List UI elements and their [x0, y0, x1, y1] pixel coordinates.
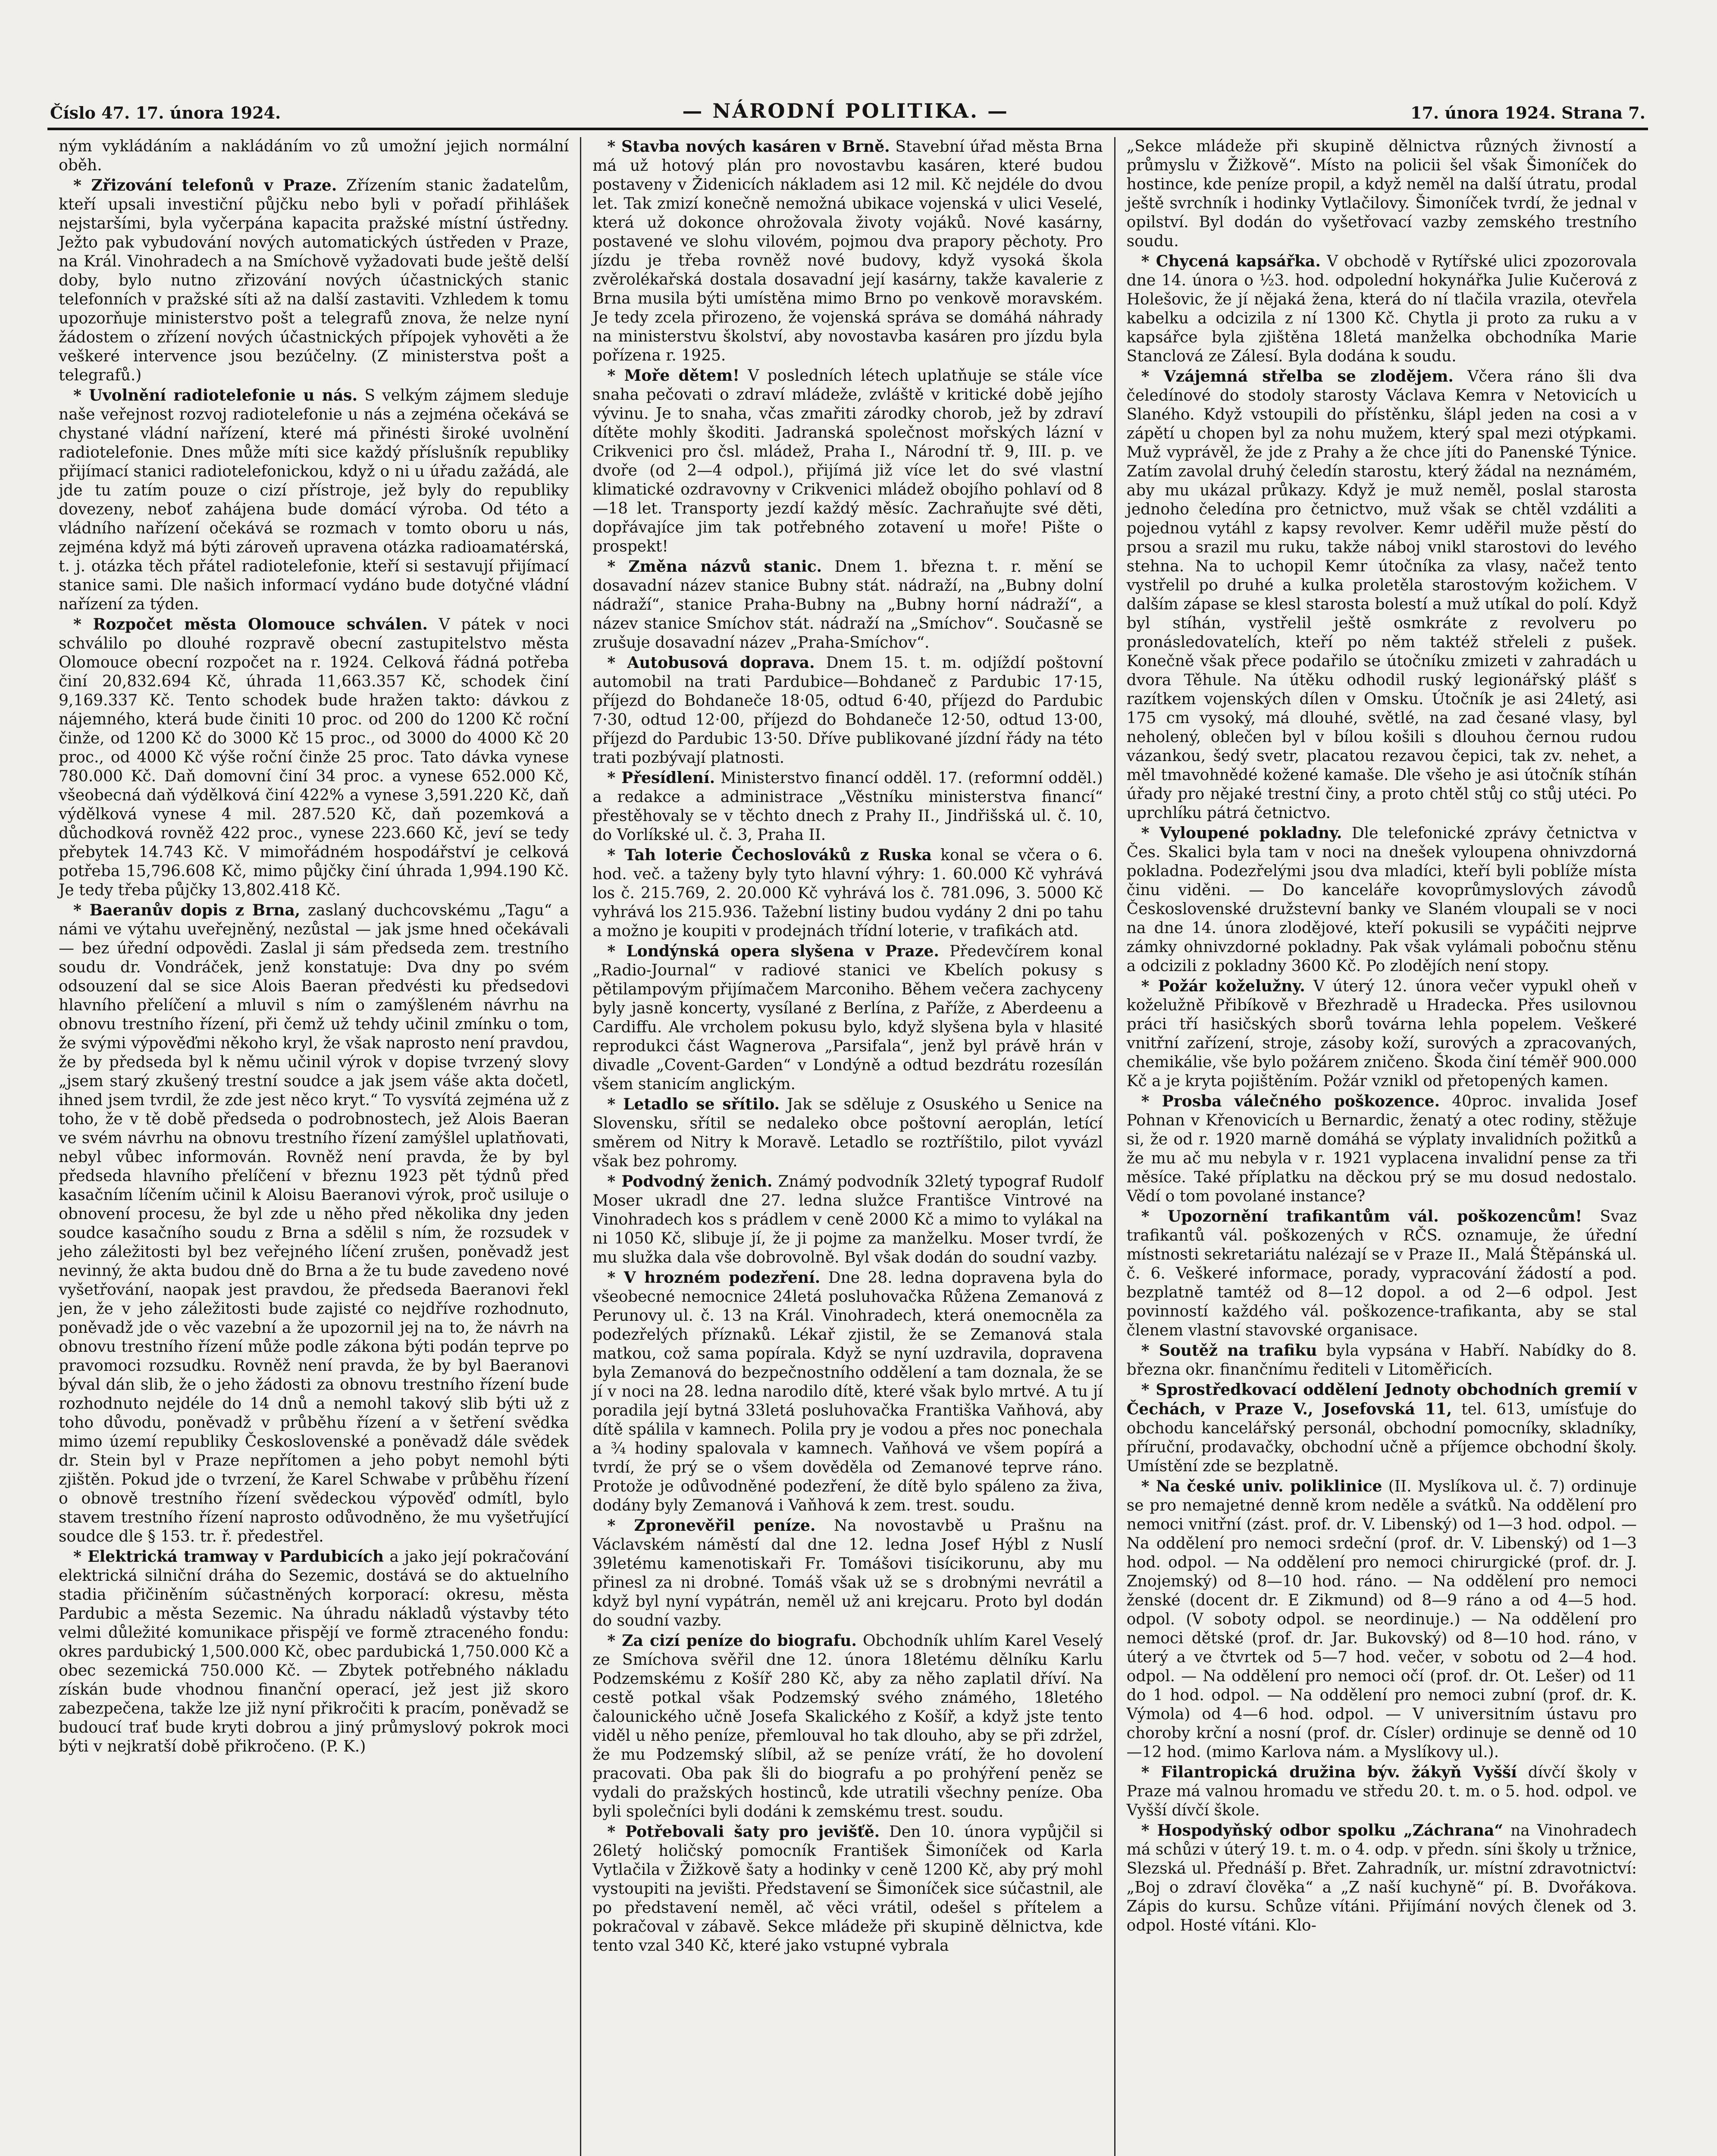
news-item [1127, 977, 1637, 1091]
news-item [592, 846, 1103, 941]
news-item [59, 386, 569, 614]
news-headline: * Filantropická družina býv. žákyň Vyšší [1141, 1763, 1517, 1781]
news-item [1127, 1341, 1637, 1379]
newspaper-title: — NÁRODNÍ POLITIKA. — [682, 99, 1009, 122]
news-item [592, 1268, 1103, 1515]
news-item [1127, 824, 1637, 976]
news-text: V obchodě v Rytířské ulici zpozorovala dne 14. února o ½3. hod. odpolední hokynářka Julie Kučerová z Holešovic, že jí nějaká žena, která do ní tlačila vrazila, otevřela kabelku a odcizila z ní 1300 Kč. Chytla ji proto za ruku a v kapsářce byla zjištěna 18letá manželka obchodníka Marie Stanclová ze Zálesí. Byla dodána k soudu. [1126, 253, 1637, 365]
news-text: Stavební úřad města Brna má už hotový plán pro novostavbu kasáren, které budou postaveny v Židenicích nákladem asi 12 mil. Kč nejdéle do dvou let. Tak zmizí konečně nemožná ubikace vojenská v ulici Veselé, která už dokonce ohrožovala životy vojáků. Nové kasárny, postavené ve slohu vilovém, pojmou dva prapory pěchoty. Pro jízdu je třeba rovněž nové budovy, když vysoká škola zvěrolékařská dostala dosavadní její kasárny, takže kavalerie z Brna musila býti umístěna mimo Brno po venkově moravském. Je tedy zcela přirozeno, že vojenská správa se domáhá náhrady na ministerstvu školství, aby novostavba kasáren pro jízdu byla pořízena r. 1925. [592, 138, 1103, 364]
column-2 [581, 137, 1115, 2156]
news-text: Dnem 1. března t. r. mění se dosavadní název stanice Bubny stát. nádraží, na „Bubny dolní nádraží“, stanice Praha-Bubny na „Bubny horní nádraží“, a název stanice Smíchov stát. nádraží na „Smíchov“. Současně se zrušuje dosavadní název „Praha-Smíchov“. [592, 558, 1103, 652]
news-headline: * Potřebovali šaty pro jevišťě. [607, 1823, 880, 1841]
news-text: (II. Myslíkova ul. č. 7) ordinuje se pro nemajetné denně krom neděle a svátků. Na oddělení pro nemoci vnitřní (zást. prof. dr. V. Libenský) od 1—3 hod. odpol. — Na oddělení pro nemoci srdeční (prof. dr. V. Libenský) od 1—3 hod. odpol. — Na oddělení pro nemoci chirurgické (prof. dr. J. Znojemský) od 8—10 hod. ráno. — Na oddělení pro nemoci ženské (docent dr. E Zikmund) od 8—9 ráno a od 4—5 hod. odpol. (V soboty odpol. se neordinuje.) — Na oddělení pro nemoci dětské (prof. dr. Jar. Bukovský) od 8—10 hod. ráno, v úterý a ve čtvrtek od 5—7 hod. večer, v sobotu od 2—4 hod. odpol. — Na oddělení pro nemoci očí (prof. dr. Ot. Lešer) od 11 do 1 hod. odpol. — Na oddělení pro nemoci zubní (prof. dr. K. Výmola) od 4—6 hod. odpol. — V universitním ústavu pro choroby krční a nosní (prof. dr. Císler) ordinuje se denně od 10—12 hod. (mimo Karlova nám. a Myslíkovy ul.). [1126, 1478, 1637, 1761]
news-text: „Sekce mládeže při skupině dělnictva různých živností a průmyslu v Žižkově“. Místo na policii šel však Šimoníček do hostince, kde peníze propil, a když neměl na další útratu, prodal ještě svrchník i hodinky Vytlačilovy. Šimoníček tvrdí, že jednal v opilství. Byl dodán do vyšetřovací vazby zemského trestního soudu. [1126, 138, 1637, 250]
news-headline: * Elektrická tramway v Pardubicích [73, 1548, 384, 1566]
news-item [592, 557, 1103, 652]
news-headline: * Londýnská opera slyšena v Praze. [607, 942, 939, 960]
news-headline: * Zpronevěřil peníze. [607, 1517, 816, 1535]
news-item [592, 1516, 1103, 1630]
news-headline: * Uvolnění radiotelefonie u nás. [73, 386, 358, 404]
news-item [592, 1822, 1103, 1955]
news-text: 40proc. invalida Josef Pohnan v Křenovicích u Bernardic, ženatý a otec rodiny, stěžuje si, že od r. 1920 marně domáhá se výplaty invalidních požitků a že mu ač mu nebyla v r. 1921 vyplacena invalidní pense za tři měsíce. Také příplatku na děckou prý se mu dosud nedostalo. Vědí o tom povolané instance? [1126, 1093, 1637, 1205]
news-item [1127, 1380, 1637, 1476]
news-headline: * Přesídlení. [607, 769, 715, 787]
news-item [59, 901, 569, 1546]
news-text: Jak se sděluje z Osuského u Senice na Slovensku, sřítil se nedaleko obce poštovní aeroplán, letící směrem od Nitry k Moravě. Letadlo se roztříštilo, pilot vyvázl však bez pohromy. [592, 1096, 1103, 1170]
news-item [592, 768, 1103, 845]
news-item [592, 942, 1103, 1094]
news-item [1127, 252, 1637, 366]
news-headline: * Prosba válečného poškozence. [1141, 1092, 1440, 1110]
news-item [59, 615, 569, 900]
news-headline: * Zřizování telefonů v Praze. [73, 176, 337, 194]
issue-number-date: Číslo 47. 17. února 1924. [50, 103, 281, 122]
news-item [592, 1631, 1103, 1821]
news-item [59, 1547, 569, 1756]
news-text: Předevčírem konal „Radio-Journal“ v radiové stanici ve Kbelích pokusy s pětilampovým přijímačem Marconiho. Během večera zachyceny byly jasně koncerty, vysílané z Berlína, z Paříže, z Aberdeenu a Cardiffu. Ale vrcholem pokusu bylo, když slyšena byla v hlasité reprodukci část Wagnerova „Parsifala“, jenž byl právě hrán v divadle „Covent-Garden“ v Londýně a odtud bezdrátu rozesílán všem stanicím anglickým. [592, 943, 1103, 1093]
news-headline: * Změna názvů stanic. [607, 558, 822, 576]
news-item [1127, 137, 1637, 251]
news-headline: * Rozpočet města Olomouce schválen. [73, 615, 428, 633]
news-headline: * Tah loterie Čechoslováků z Ruska [607, 846, 932, 864]
news-headline: * Za cizí peníze do biografu. [607, 1632, 857, 1650]
news-item [592, 1095, 1103, 1171]
news-item [592, 137, 1103, 365]
news-text: S velkým zájmem sleduje naše veřejnost rozvoj radiotelefonie u nás a zejména očekává se chystané vládní nařízení, které má přinésti široké uvolnění radiotelefonie. Dnes může míti sice každý příslušník republiky přijímací stanici radiotelefonickou, když o ni u úřadu zažádá, ale jde tu zatím pouze o cizí přístroje, jež byly do republiky dovezeny, neboť zahájena bude domácí výroba. Od této a vládního nařízení očekává se rozmach v tomto oboru u nás, zejména když má býti zároveň upravena otázka radioamatérská, t. j. otázka těch přátel radiotelefonie, kteří si sestavují přijímací stanice sami. Dle našich informací vydáno bude dotyčné vládní nařízení za týden. [59, 387, 569, 613]
news-text: Známý podvodník 32letý typograf Rudolf Moser ukradl dne 27. ledna služce Františce Vintrové na Vinohradech kos s prádlem v ceně 2000 Kč a mimo to vylákal na ni 1050 Kč, slibuje jí, že ji pojme za manželku. Moser tvrdí, že mu služka dala vše dobrovolně. Byl však dodán do soudní vazby. [592, 1173, 1103, 1266]
news-text: dívčí školy v Praze má valnou hromadu ve středu 20. t. m. o 5. hod. odpol. ve Vyšší dívčí škole. [1126, 1764, 1637, 1819]
news-headline: * Na české univ. poliklinice [1141, 1477, 1382, 1495]
column-3 [1115, 137, 1648, 2156]
news-item [59, 137, 569, 175]
news-headline: * Hospodyňský odbor spolku „Záchrana“ [1141, 1821, 1504, 1839]
date-page-number: 17. února 1924. Strana 7. [1410, 103, 1645, 122]
news-text: Svaz trafikantů vál. poškozených v RČS. oznamuje, že úřední místnosti sekretariátu nalézají se v Praze II., Malá Štěpánská ul. č. 6. Veškeré informace, porady, vypracování žádostí a pod. bezplatně tamtéž od 8—12 dopol. a od 2—6 odpol. Jest povinností každého vál. poškozence-trafikanta, aby se stal členem vlastní stavovské organisace. [1126, 1208, 1637, 1339]
news-text: Včera ráno šli dva čeledínové do stodoly starosty Václava Kemra v Netovicích u Slaného. Když vstoupili do přístěnku, šlápl jeden na cosi a v zápětí u chopen byl za nohu mužem, který spal mezi otýpkami. Muž vyprávěl, že jde z Prahy a že chce jíti do Panenské Týnice. Zatím zavolal druhý čeledín starostu, který žádal na neznámém, aby mu ukázal průkazy. Když je muž neměl, poslal starosta jednoho čeledína pro četnictvo, muž však se chtěl vzdáliti a pojednou vytáhl z kapsy revolver. Kemr uděřil muže pěstí do prsou a srazil mu ruku, takže náboj vnikl starostovi do levého stehna. Na to uchopil Kemr útočníka za vlasy, načež tento vystřelil po druhé a kulka proletěla starostovým kožichem. V dalším zápase se klesl starosta bolestí a muž utíkal do polí. Když byl stíhán, vystřelil ještě osmkráte z revolveru po pronásledovatelích, kteří po něm taktéž střeleli z pušek. Konečně však přece podařilo se útočníku zmizeti v zahradách u dvora Těhule. Na útěku odhodil ruský legionářský plášť s razítkem vojenských dílen v Omsku. Útočník je asi 24letý, asi 175 cm vysoký, má dlouhé, světlé, na zad česané vlasy, byl neholený, oblečen byl v bílou košili s dlouhou černou rudou vázankou, šedý svetr, placatou rezavou čepici, tak zv. nehet, a měl tmavohnědé kožené kamaše. Dle všeho je asi útočník stíhán úřady pro nějaké trestní činy, a proto chtěl stůj co stůj utéci. Po uprchlíku pátrá četnictvo. [1126, 368, 1637, 822]
news-text: Dle telefonické zprávy četnictva v Čes. Skalici byla tam v noci na dnešek vyloupena ohnivzdorná pokladna. Podezřelými jsou dva mladíci, kteří byli poblíže místa činu viděni. — Do kanceláře kovoprůmyslových závodů Československé družstevní banky ve Slaném vloupali se v noci na dne 14. února zlodějové, kteří pokusili se vypáčiti nejprve zámky ohnivzdorné pokladny. Pak však vylámali pobočnu stěnu a odcizili z pokladny 3600 Kč. Po zlodějích není stopy. [1126, 824, 1637, 975]
news-text: Den 10. února vypůjčil si 26letý holičský pomocník František Šimoníček od Karla Vytlačila v Žižkově šaty a hodinky v ceně 1200 Kč, aby prý mohl vystoupiti na jevišti. Představení se Šimoníček sice súčastnil, ale po představení neměl, ač věci vrátil, odešel s přítelem a pokračoval v zábavě. Sekce mládeže při skupině dělnictva, kde tento vzal 340 Kč, které jako vstupné vybrala [592, 1823, 1103, 1955]
news-headline: * Požár koželužny. [1141, 977, 1305, 995]
article-columns [47, 137, 1648, 2156]
news-headline: * Autobusová doprava. [607, 654, 815, 672]
news-text: V posledních létech uplatňuje se stále více snaha pečovati o zdraví mládeže, zvláště v kritické době jejího vývinu. Je to snaha, včas zmařiti zárodky chorob, jež by zdraví dítěte mohly škoditi. Jadranská společnost mořských lázní v Crikvenici pro čsl. mládež, Praha I., Národní tř. 9, III. p. ve dvoře (od 2—4 odpol.), přijímá již více let do své vlastní klimatické ozdravovny v Crikvenici mládež obojího pohlaví od 8—18 let. Transporty jezdí každý měsíc. Zachraňujte své děti, dopřávajíce jim tak potřebného zotavení u moře! Pište o prospekt! [592, 367, 1103, 555]
news-text: byla vypsána v Habří. Nabídky do 8. března okr. finančnímu řediteli v Litoměřicích. [1126, 1342, 1637, 1379]
news-text: Obchodník uhlím Karel Veselý ze Smíchova svěřil dne 12. února 18letému dělníku Karlu Podzemskému z Košíř 280 Kč, aby za něho zaplatil dříví. Na cestě potkal však Podzemský svého známého, 18letého čalounického učně Josefa Skalického z Košíř, a když jste tento viděl u něho peníze, přemlouval ho tak dlouho, aby se při zdržel, že mu Podzemský slíbil, až se peníze vrátí, že ho dovolení pracovati. Oba pak šli do biografu a po prohýření peněz se vydali do pražských hostinců, kde utratili všechny peníze. Oba byli společníci byli dodáni k zemskému trest. soudu. [592, 1632, 1103, 1821]
news-headline: * Upozornění trafikantům vál. poškozencům! [1141, 1207, 1582, 1225]
news-item [1127, 367, 1637, 823]
news-text: Zřízením stanic žadatelům, kteří upsali investiční půjčku nebo byli v pořadí přihlášek nejstaršími, byla vyčerpána kapacita pražské místní ústředny. Ježto pak vybudování nových automatických ústředen v Praze, na Král. Vinohradech a na Smíchově vyžadovati bude ještě delší doby, bylo nutno zřizování nových účastnických stanic telefonních v pražské síti až na další zastaviti. Vzhledem k tomu upozorňuje ministerstvo pošt a telegrafů znova, že nelze nyní žádostem o zřízení nových účastnických přípojek vyhověti a že veškeré intervence jsou bezúčelny. (Z ministerstva pošt a telegrafů.) [59, 177, 569, 384]
news-item [1127, 1207, 1637, 1340]
news-headline: * Vyloupené pokladny. [1141, 824, 1342, 842]
news-headline: * Stavba nových kasáren v Brně. [607, 138, 890, 156]
news-headline: * Letadlo se sřítilo. [607, 1095, 780, 1113]
news-text: zaslaný duchcovskému „Tagu“ a námi ve výtahu uveřejněný, nezůstal — jak jsme hned očekávali — bez úřední odpovědi. Zaslal ji sám předseda zem. trestního soudu dr. Vondráček, jenž konstatuje: Dva dny po svém odsouzení dal se sice Alois Baeran předvésti ku předsedovi hlavního přelíčení a mluvil s ním o zamýšleném návrhu na obnovu trestního řízení, při čemž už tehdy učinil zmínku o tom, že svými výpověďmi někoho kryl, že však naprosto není pravdou, že by předseda byl k němu učinil výrok v dopise tvrzený slovy „jsem starý zkušený trestní soudce a jak jsem váše akta dočetl, ihned jsem tvrdil, že zde jest něco kryt.“ To vysvítá zejména už z toho, že v tě době předseda o podrobnostech, jež Alois Baeran ve svém návrhu na obnovu trestního řízení zamýšlel uplatňovati, nebyl vůbec informován. Rovněž není pravda, že by byl předseda hlavního přelíčení v březnu 1923 pět týdnů před kasačním líčením učinil k Aloisu Baeranovi výrok, proč usiluje o obnovení procesu, že byl zde u něho před několika dny jeden soudce kasačního soudu z Brna a sdělil s ním, že rozsudek v jeho záležitosti byl bez veřejného líčení zrušen, poněvadž jest nevinný, že akta budou dně do Brna a že tu bude zavedeno nové vyšetřování, naopak jest pravdou, že předseda Baeranovi řekl jen, že v jeho záležitosti bude zajisté co nejdříve rozhodnuto, poněvadž jde o věc vazební a že upozornil jej na to, že návrh na obnovu trestního řízení může podle zákona býti podán teprve po pravomoci rozsudku. Rovněž není pravda, že by byl Baeranovi býval dán slib, že o jeho žádosti za obnovu trestního řízení bude rozhodnuto nejdéle do 14 dnů a nemohl takový slib býti už z toho důvodu, poněvadž v průběhu řízení a v šetření svědka mimo území republiky Československé a poněvadž dále svědek dr. Stein byl v Praze nepřítomen a jeho pobyt nemohl býti zjištěn. Pokud jde o tvrzení, že Karel Schwabe v průběhu řízení o obnově trestního řízení svědeckou výpověď odmítl, bylo stavem trestního řízení naprosto odůvodněno, že mu vyšetřující soudce dle § 153. tr. ř. předestřel. [59, 902, 569, 1545]
news-text: Na novostavbě u Prašnu na Václavském náměstí dal dne 12. ledna Josef Hýbl z Nuslí 39letému kamenotiskaři Fr. Tomášovi tisícikorunu, aby mu přinesl za ni drobné. Tomáš však už se s drobnými nevrátil a když byl nyní vypátrán, neměl už ani krejcaru. Proto byl dodán do soudní vazby. [592, 1517, 1103, 1630]
page-header [47, 99, 1648, 130]
news-text: tel. 613, umísťuje do obchodu kancelářský personál, obchodní pomocníky, skladníky, příruční, prodavačky, obchodní učně a příjemce obchodní školy. Umístění zde se bezplatně. [1126, 1401, 1637, 1475]
news-item [592, 1172, 1103, 1267]
news-item [592, 366, 1103, 556]
news-item [59, 176, 569, 385]
news-headline: * V hrozném podezření. [607, 1269, 821, 1287]
news-text: ným vykládáním a nakládáním vo zů umožní jejich normální oběh. [59, 138, 569, 174]
news-text: Dne 28. ledna dopravena byla do všeobecné nemocnice 24letá posluhovačka Růžena Zemanová z Perunovy ul. č. 13 na Král. Vinohradech, která onemocněla za podezřelých příznaků. Lékař zjistil, že se Zemanová stala matkou, což sama popírala. Když se nyní uzdravila, dopravena byla Zemanová do bezpečnostního oddělení a tam doznala, že se jí v noci na 28. ledna narodilo dítě, které však bylo mrtvé. A tu jí poradila její bytná 33letá posluhovačka Františka Vaňhová, aby dítě spálila v kamnech. Polila pry je vodou a přes noc ponechala a ¾ hodiny spalovala v kamnech. Vaňhová ve všem popírá a tvrdí, že prý se o všem dověděla od Zemanové teprve ráno. Protože je odůvodněné podezření, že dítě bylo spáleno za živa, dodány byly Zemanová i Vaňhová k zem. trest. soudu. [592, 1269, 1103, 1514]
news-item [1127, 1821, 1637, 1935]
news-text: Ministerstvo financí odděl. 17. (reformní odděl.) a redakce a administrace „Věstníku ministerstva financí“ přestěhovaly se v těchto dnech z Prahy II., Jindřišská ul. č. 10, do Vorlíkské ul. č. 3, Praha II. [592, 769, 1103, 844]
column-1 [47, 137, 581, 2156]
news-headline: * Chycená kapsářka. [1141, 252, 1321, 270]
news-headline: * Soutěž na trafiku [1141, 1341, 1317, 1360]
news-item [1127, 1477, 1637, 1762]
news-headline: * Podvodný ženich. [607, 1172, 773, 1191]
news-text: na Vinohradech má schůzi v úterý 19. t. m. o 4. odp. v předn. síni školy u tržnice, Slezská ul. Přednáší p. Břet. Zahradník, ur. místní zdravotnictví: „Boj o zdraví člověka“ a „Z naší kuchyně“ pí. B. Dvořákova. Zápis do kursu. Schůze vítáni. Přijímání nových členek od 3. odpol. Hosté vítáni. Klo- [1126, 1822, 1637, 1934]
news-item [1127, 1763, 1637, 1820]
news-text: Dnem 15. t. m. odjíždí poštovní automobil na trati Pardubice—Bohdaneč z Pardubic 17·15, příjezd do Bohdaneče 18·05, odtud 6·40, příjezd do Pardubic 7·30, odtud 12·00, příjezd do Bohdaneče 12·50, odtud 13·00, příjezd do Pardubic 13·50. Dříve publikované jízdní řády na této trati pozbývají platnosti. [592, 654, 1103, 767]
news-text: V úterý 12. února večer vypukl oheň v koželužně Přibíkově v Březhradě u Hradecka. Přes usilovnou práci tří hasičských sborů továrna lehla popelem. Veškeré vnitřní zařízení, stroje, zásoby koží, surových a zpracovaných, chemikálie, vše bylo požárem zničeno. Škoda činí téměř 900.000 Kč a je kryta pojištěním. Požár vznikl od přetopených kamen. [1126, 978, 1637, 1090]
news-headline: * Sprostředkovací oddělení Jednoty obchodních gremií v Čechách, v Praze V., Josefovská 11, [1126, 1381, 1637, 1418]
news-headline: * Vzájemná střelba se zlodějem. [1141, 367, 1454, 385]
news-text: konal se včera o 6. hod. več. a taženy byly tyto hlavní výhry: 1. 60.000 Kč vyhrává los č. 215.769, 2. 20.000 Kč vyhrává los č. 781.096, 3. 5000 Kč vyhrává los 215.936. Tažební listiny budou vydány 2 dni po tahu a možno je koupiti v prodejnách třídní loterie, v trafikách atd. [592, 846, 1103, 940]
news-item [592, 653, 1103, 768]
news-text: V pátek v noci schválilo po dlouhé rozpravě obecní zastupitelstvo města Olomouce obecní rozpočet na r. 1924. Celková řádná potřeba činí 20,832.694 Kč, úhrada 11,663.357 Kč, schodek činí 9,169.337 Kč. Tento schodek bude hražen takto: dávkou z nájemného, která bude činiti 10 proc. od 200 do 1200 Kč roční činže, od 1200 Kč do 3000 Kč 15 proc., od 3000 do 4000 Kč 20 proc., od 4000 Kč výše roční činže 25 proc. Tato dávka vynese 780.000 Kč. Daň domovní činí 34 proc. a vynese 652.000 Kč, všeobecná daň výdělková činí 422% a vynese 3,591.220 Kč, daň výdělková vynese 4 mil. 287.520 Kč, daň pozemková a důchodková rovněž 422 proc., vynese 223.660 Kč, jeví se tedy přebytek 14.743 Kč. V mimořádném hospodářství je celková potřeba 15,796.608 Kč, mimo půjčky činí úhrada 1,994.190 Kč. Je tedy třeba půjčky 13,802.418 Kč. [59, 616, 569, 899]
news-item [1127, 1092, 1637, 1206]
news-headline: * Baeranův dopis z Brna, [73, 901, 301, 919]
news-text: a jako její pokračování elektrická silniční dráha do Sezemic, dostává se do aktuelního stadia přičiněním súčastněných korporací: okresu, města Pardubic a města Sezemic. Na úhradu nákladů výstavby této velmi důležité komunikace přispějí ve formě ztraceného fondu: okres pardubický 1,500.000 Kč, obec pardubická 1,750.000 Kč a obec sezemická 750.000 Kč. — Zbytek potřebného nákladu získán bude vhodnou finanční operací, jež jest již skoro zabezpečena, takže lze již nyní přikročiti k pracím, poněvadž se budoucí trať bude kryti dobrou a jiný průmyslový pokrok moci býti v nejkratší době přikročeno. (P. K.) [59, 1548, 569, 1755]
news-headline: * Moře dětem! [607, 367, 740, 385]
